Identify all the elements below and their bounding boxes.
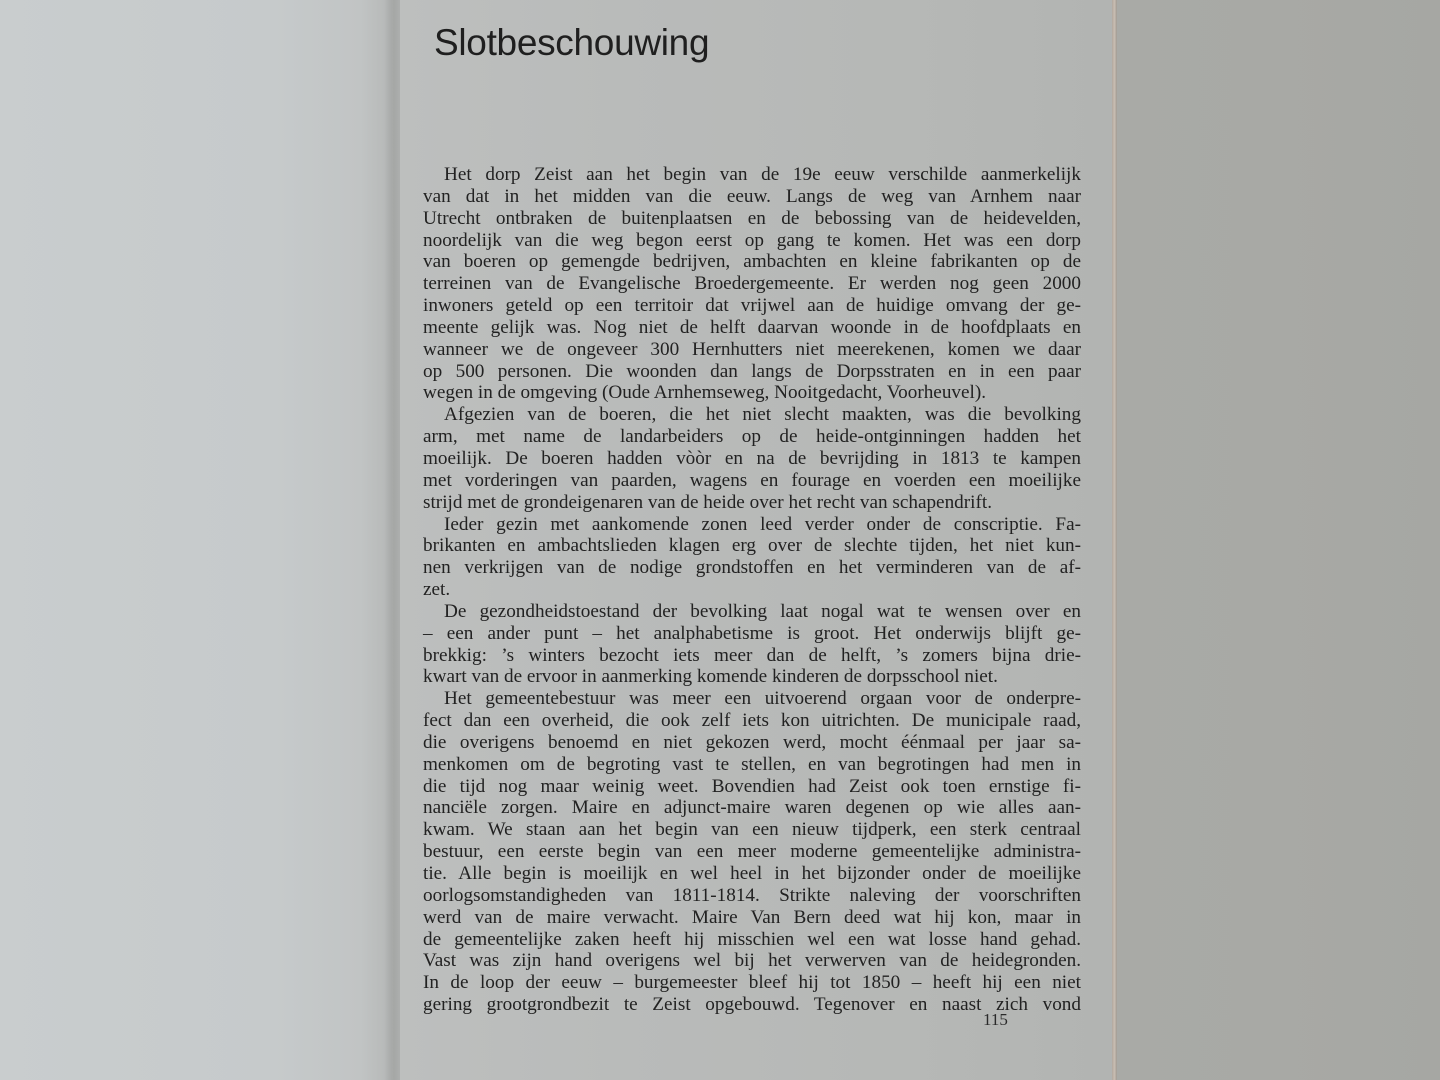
text-line: terreinen van de Evangelische Broedergemeente. Er werden nog geen 2000 — [423, 273, 1081, 295]
text-line: strijd met de grondeigenaren van de heide over het recht van schapendrift. — [423, 491, 993, 513]
text-line: Ieder gezin met aankomende zonen leed verder onder de conscriptie. Fa- — [444, 513, 1081, 535]
chapter-title: Slotbeschouwing — [434, 22, 710, 63]
text-line: gering grootgrondbezit te Zeist opgebouwd. Tegenover en naast zich vond — [423, 994, 1081, 1016]
text-line: fect dan een overheid, die ook zelf iets kon uitrichten. De municipale raad, — [423, 710, 1081, 732]
text-line: zet. — [423, 579, 451, 601]
right-page-block — [1112, 0, 1440, 1080]
text-line: wegen in de omgeving (Oude Arnhemseweg, Nooitgedacht, Voorheuvel). — [423, 382, 987, 404]
text-line: moeilijk. De boeren hadden vòòr en na de bevrijding in 1813 te kampen — [423, 447, 1081, 469]
text-line: brekkig: ’s winters bezocht iets meer dan de helft, ’s zomers bijna drie- — [423, 644, 1081, 666]
text-line: inwoners geteld op een territoir dat vrijwel aan de huidige omvang der ge- — [423, 295, 1081, 317]
text-line: de gemeentelijke zaken heeft hij misschien wel een wat losse hand gehad. — [423, 928, 1081, 950]
text-line: nen verkrijgen van de nodige grondstoffen en het verminderen van de af- — [423, 557, 1081, 579]
page-number: 115 — [983, 1010, 1008, 1029]
text-line: In de loop der eeuw – burgemeester bleef hij tot 1850 – heeft hij een niet — [423, 972, 1081, 994]
text-line: Vast was zijn hand overigens wel bij het verwerven van de heidegronden. — [423, 950, 1081, 972]
text-line: van boeren op gemengde bedrijven, ambachten en kleine fabrikanten op de — [423, 251, 1081, 273]
text-line: tie. Alle begin is moeilijk en wel heel in het bijzonder onder de moeilijke — [423, 863, 1081, 884]
text-line: noordelijk van die weg begon eerst op gang te komen. Het was een dorp — [423, 229, 1081, 251]
text-line: menkomen om de begroting vast te stellen, en van begrotingen had men in — [423, 753, 1081, 775]
text-line: Afgezien van de boeren, die het niet slecht maakten, was die bevolking — [444, 404, 1081, 426]
text-line: oorlogsomstandigheden van 1811-1814. Strikte naleving der voorschriften — [423, 884, 1081, 906]
text-line: nanciële zorgen. Maire en adjunct-maire waren degenen op wie alles aan- — [423, 797, 1081, 819]
text-line: arm, met name de landarbeiders op de heide-ontginningen hadden het — [423, 426, 1081, 448]
text-line: meente gelijk was. Nog niet de helft daarvan woonde in de hoofdplaats en — [423, 316, 1081, 338]
text-line: die tijd nog maar weinig weet. Bovendien had Zeist ook toen ernstige fi- — [423, 775, 1081, 797]
text-line: op 500 personen. Die woonden dan langs de Dorpsstraten en in een paar — [423, 360, 1081, 382]
page-edge — [1112, 0, 1117, 1080]
left-facing-page — [0, 0, 392, 1080]
text-line: Het dorp Zeist aan het begin van de 19e eeuw verschilde aanmerkelijk — [444, 164, 1081, 185]
text-line: kwam. We staan aan het begin van een nieuw tijdperk, een sterk centraal — [423, 819, 1081, 841]
text-line: kwart van de ervoor in aanmerking komende kinderen de dorpsschool niet. — [423, 666, 998, 688]
text-line: brikanten en ambachtslieden klagen erg over de slechte tijden, het niet kun- — [423, 535, 1081, 557]
text-line: van dat in het midden van die eeuw. Langs de weg van Arnhem naar — [423, 185, 1081, 207]
text-line: bestuur, een eerste begin van een meer moderne gemeentelijke administra- — [423, 841, 1081, 863]
text-line: die overigens benoemd en niet gekozen werd, mocht éénmaal per jaar sa- — [423, 731, 1081, 753]
text-line: – een ander punt – het analphabetisme is groot. Het onderwijs blijft ge- — [423, 622, 1081, 644]
text-line: wanneer we de ongeveer 300 Hernhutters niet meerekenen, komen we daar — [423, 338, 1081, 360]
text-line: met vorderingen van paarden, wagens en fourage en voerden een moeilijke — [423, 469, 1081, 491]
text-line: De gezondheidstoestand der bevolking laat nogal wat te wensen over en — [444, 600, 1081, 622]
text-line: Utrecht ontbraken de buitenplaatsen en de bebossing van de heidevelden, — [423, 207, 1081, 229]
text-line: werd van de maire verwacht. Maire Van Bern deed wat hij kon, maar in — [423, 906, 1081, 928]
body-text — [423, 164, 1081, 1016]
text-line: Het gemeentebestuur was meer een uitvoerend orgaan voor de onderpre- — [444, 688, 1081, 710]
